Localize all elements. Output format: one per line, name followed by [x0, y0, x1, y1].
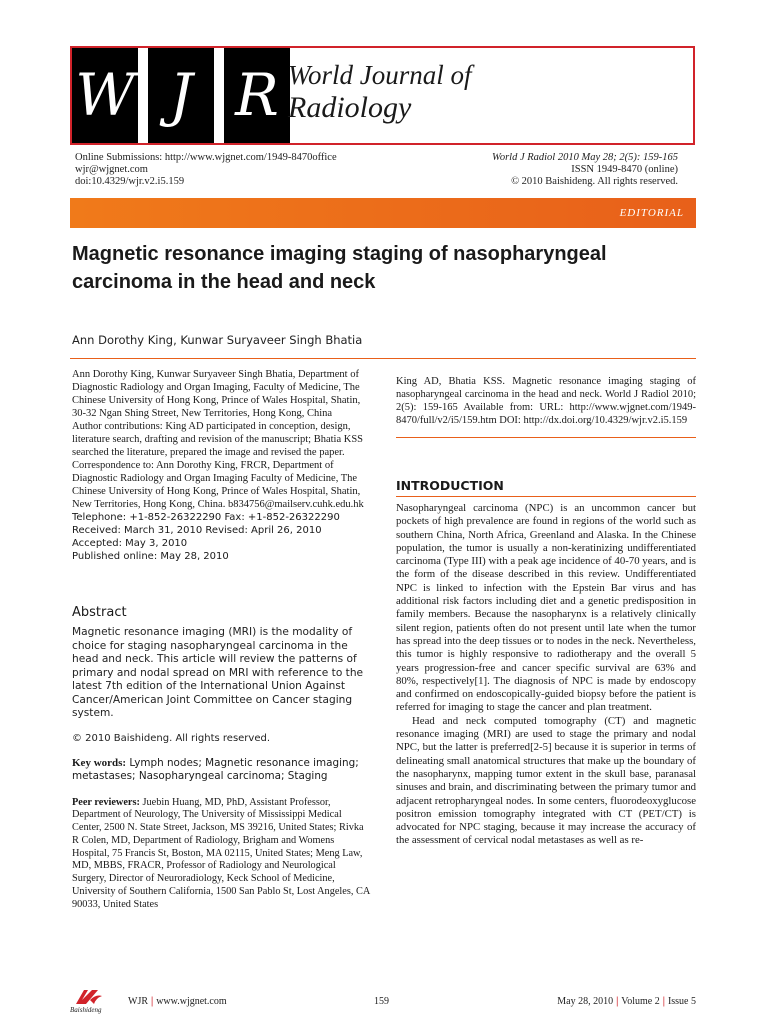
footer-issue-number: Issue 5	[667, 996, 696, 1007]
footer-journal-abbrev: WJR	[128, 996, 148, 1007]
correspondence: Correspondence to: Ann Dorothy King, FRCR, Department of Diagnostic Radiology and Organ Imaging Faculty of Medicine, The Chinese University of Hong Kong, Prince of Wales Hospital, Shatin, New Territories, Hong Kong, China. b834756@mailserv.cuhk.edu.hk	[72, 460, 364, 510]
journal-email[interactable]: wjr@wjgnet.com	[75, 164, 148, 175]
peer-reviewers-label: Peer reviewers:	[72, 796, 140, 808]
article-title: Magnetic resonance imaging staging of nasopharyngeal carcinoma in the head and neck	[72, 243, 607, 293]
received-date: Received: March 31, 2010 Revised: April 26, 2010	[72, 525, 322, 536]
footer-volume: Volume 2	[621, 996, 660, 1007]
publisher-logo-text: Baishideng	[70, 1006, 102, 1014]
introduction-heading: INTRODUCTION	[396, 478, 504, 493]
footer-journal	[128, 996, 227, 1007]
publisher-logo	[70, 988, 120, 1018]
divider	[396, 496, 696, 497]
author-contributions: Author contributions: King AD participated in conception, design, literature search, drafting and revision of the manuscript; Bhatia KSS searched the literature, prepared the image and revised the paper.	[72, 421, 364, 458]
peer-reviewers-text: Juebin Huang, MD, PhD, Assistant Professor, Department of Neurology, The University of Mississippi Medical Center, 2500 N. State Street, Jackson, MS 39216, United States; Rivka R Colen, MD, Department of Radiology, Brigham and Womens Hospital, 75 Francis St, Boston, MA 02115, United States; Meng Law, MD, MBBS, FRACR, Professor of Radiology and Neurological Surgery, Director of Neuroradiology, Keck School of Medicine, University of Southern California, 1500 San Pablo St, Lost Angeles, CA 90033, United States	[72, 796, 370, 910]
intro-paragraph-1: Nasopharyngeal carcinoma (NPC) is an uncommon cancer but pockets of high prevalence are found in regions of the world such as southern China, North Africa, Greenland and Alaska. In the Chinese population, the tumor is usually a non-keratinizing undifferentiated carcinoma (Type III) with a peak age incidence of 40-70 years, and is the form of the disease described in this review. Undifferentiated NPC is linked to infection with the Epstein Bar virus and has additional risk factors including diet and a genetic predisposition in family members. Because the nasopharynx is a relatively clinically silent region, patients often do not present until late when the tumor has spread into the deep tissues or to nodes in the neck. Nevertheless, this tumor is highly responsive to radiotherapy and the overall 5 years progression-free and cancer specific survival are 63% and 80%, respectively[1]. The diagnosis of NPC is made by endoscopy and confirmed on endoscopically-guided biopsy before the patient is referred for imaging to stage the cancer and plan treatment.	[396, 502, 696, 714]
submission-info	[75, 152, 405, 188]
logo-letter-w: W	[72, 48, 138, 143]
abstract-text: Magnetic resonance imaging (MRI) is the modality of choice for staging nasopharyngeal carcinoma in the head and neck. This article will review the patterns of primary and nodal spread on MRI with reference to the latest 7th edition of the International Union Against Cancer/American Joint Committee on Cancer staging system.	[72, 626, 364, 719]
citation: King AD, Bhatia KSS. Magnetic resonance imaging staging of nasopharyngeal carcinoma in the head and neck. World J Radiol 2010; 2(5): 159-165 Available from: URL: http://www.wjgnet.com/1949-8470/full/v2/i5/159.htm DOI: http://dx.doi.org/10.4329/wjr.v2.i5.159	[396, 376, 696, 426]
affiliation: Ann Dorothy King, Kunwar Suryaveer Singh Bhatia, Department of Diagnostic Radiology and Organ Imaging, Faculty of Medicine, The Chinese University of Hong Kong, Prince of Wales Hospital, Shatin, 30-32 Ngan Shing Street, New Territories, Hong Kong, China	[72, 369, 361, 419]
separator: |	[662, 996, 665, 1007]
section-bar	[70, 198, 696, 228]
issn: ISSN 1949-8470 (online)	[571, 164, 678, 175]
right-column	[396, 375, 696, 848]
journal-name-line2: Radiology	[288, 91, 412, 125]
section-label: EDITORIAL	[619, 207, 684, 219]
separator: |	[616, 996, 619, 1007]
left-column	[72, 368, 372, 912]
journal-masthead	[70, 46, 695, 145]
issue-info	[418, 152, 678, 188]
submission-url[interactable]: Online Submissions: http://www.wjgnet.com/1949-8470office	[75, 152, 337, 163]
keywords	[72, 757, 372, 784]
separator: |	[151, 996, 154, 1007]
intro-paragraph-2: Head and neck computed tomography (CT) and magnetic resonance imaging (MRI) are used to stage the primary and nodal NPC, but the latter is preferred[2-5] because it is superior in terms of delineating small anatomical structures that make up the boundary of the nasopharynx, mapping tumor extent in the skull base, paranasal sinuses and brain, and discriminating between the primary tumor and adjacent retropharyngeal nodes. In some centers, fluorodeoxyglucose positron emission tomography integrated with CT (PET/CT) is advocated for NPC staging, because it may increase the accuracy of the assessment of cervical nodal metastases as well as re-	[396, 714, 696, 847]
journal-name	[288, 60, 472, 126]
affiliation-block	[72, 368, 372, 563]
footer-url[interactable]: www.wjgnet.com	[156, 996, 227, 1007]
footer-issue	[557, 996, 696, 1007]
page-number: 159	[374, 996, 389, 1007]
divider	[396, 437, 696, 438]
accepted-date: Accepted: May 3, 2010	[72, 538, 188, 549]
footer-date: May 28, 2010	[557, 996, 614, 1007]
keywords-text: Lymph nodes; Magnetic resonance imaging; metastases; Nasopharyngeal carcinoma; Staging	[72, 756, 359, 782]
abstract-heading: Abstract	[72, 605, 127, 620]
logo-letter-r: R	[224, 48, 290, 143]
page-footer	[70, 990, 696, 1016]
journal-citation: World J Radiol 2010 May 28; 2(5): 159-165	[492, 152, 678, 163]
peer-reviewers	[72, 797, 372, 912]
telephone: Telephone: +1-852-26322290 Fax: +1-852-26322290	[72, 512, 340, 523]
abstract-copyright: © 2010 Baishideng. All rights reserved.	[72, 732, 271, 744]
logo-letter-j: J	[148, 48, 214, 143]
published-date: Published online: May 28, 2010	[72, 551, 229, 562]
rights: © 2010 Baishideng. All rights reserved.	[511, 176, 678, 187]
journal-name-line1: World Journal of	[288, 60, 472, 90]
author-list: Ann Dorothy King, Kunwar Suryaveer Singh Bhatia	[72, 333, 363, 347]
doi: doi:10.4329/wjr.v2.i5.159	[75, 176, 185, 187]
divider	[70, 358, 696, 359]
publisher-logo-icon	[74, 988, 104, 1006]
keywords-label: Key words:	[72, 756, 127, 769]
